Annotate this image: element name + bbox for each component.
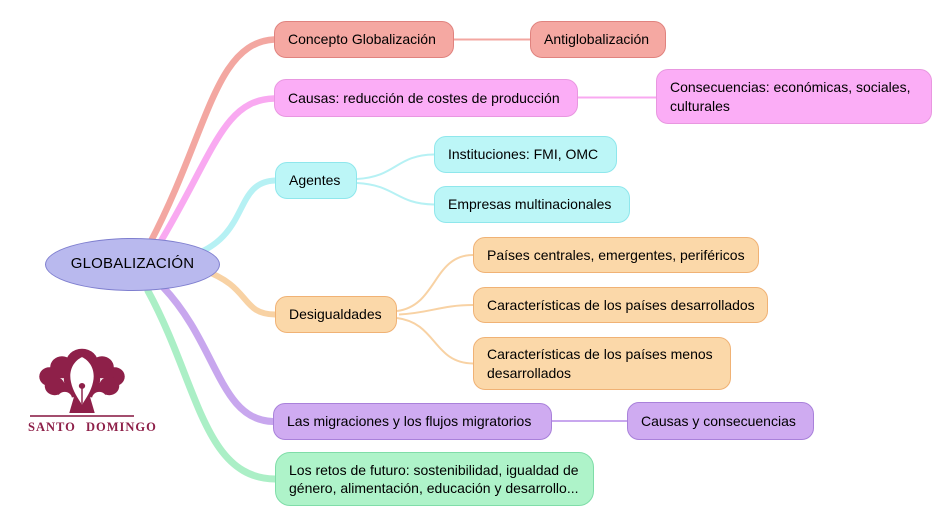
node-retos-futuro[interactable] [275,452,594,506]
node-caracteristicas-desarrollados[interactable] [473,287,768,323]
node-label: Los retos de futuro: sostenibilidad, igualdad de género, alimentación, educación y desarrollo... [289,461,579,496]
link-empresas [357,183,434,205]
node-paises-centrales[interactable] [473,237,759,273]
logo-divider [30,415,134,417]
node-causas[interactable] [274,79,578,117]
node-label: Desigualdades [289,306,382,323]
node-desigualdades[interactable] [275,296,397,333]
node-caracteristicas-menos-desarrollados[interactable] [473,337,731,390]
node-concepto-globalizacion[interactable] [274,21,454,58]
link-desigualdades [203,270,275,315]
node-migraciones[interactable] [273,403,552,440]
node-label: Antiglobalización [544,31,650,48]
node-instituciones[interactable] [434,136,617,173]
root-label: GLOBALIZACIÓN [70,255,195,273]
node-label: Las migraciones y los flujos migratorios [287,413,532,430]
node-label: Características de los países menos desarrollados [487,346,713,381]
node-antiglobalizacion[interactable] [530,21,666,58]
link-retos [148,291,275,479]
link-causas [158,99,274,247]
link-paises [397,255,473,311]
node-empresas[interactable] [434,186,630,223]
node-label: Causas y consecuencias [641,412,796,429]
node-label: Características de los países desarrollados [487,296,755,313]
node-agentes[interactable] [275,162,357,199]
node-consecuencias[interactable] [656,69,932,124]
node-label: Países centrales, emergentes, periféricos [487,246,745,263]
node-label: Causas: reducción de costes de producción [288,89,560,106]
link-agentes [196,181,275,255]
node-causas-consecuencias[interactable] [627,402,814,440]
link-caracteristicas-menos [397,318,473,364]
node-label: Empresas multinacionales [448,196,612,213]
logo-text: SANTO DOMINGO [28,420,157,434]
node-label: Consecuencias: económicas, sociales, culturales [670,79,911,114]
node-globalizacion[interactable] [45,238,220,291]
tree-pen-icon [32,347,132,413]
link-concepto [150,40,274,244]
logo-santo-domingo [28,347,157,435]
node-label: Instituciones: FMI, OMC [448,146,599,163]
node-label: Concepto Globalización [288,31,436,48]
link-instituciones [357,155,434,180]
node-label: Agentes [289,172,341,189]
